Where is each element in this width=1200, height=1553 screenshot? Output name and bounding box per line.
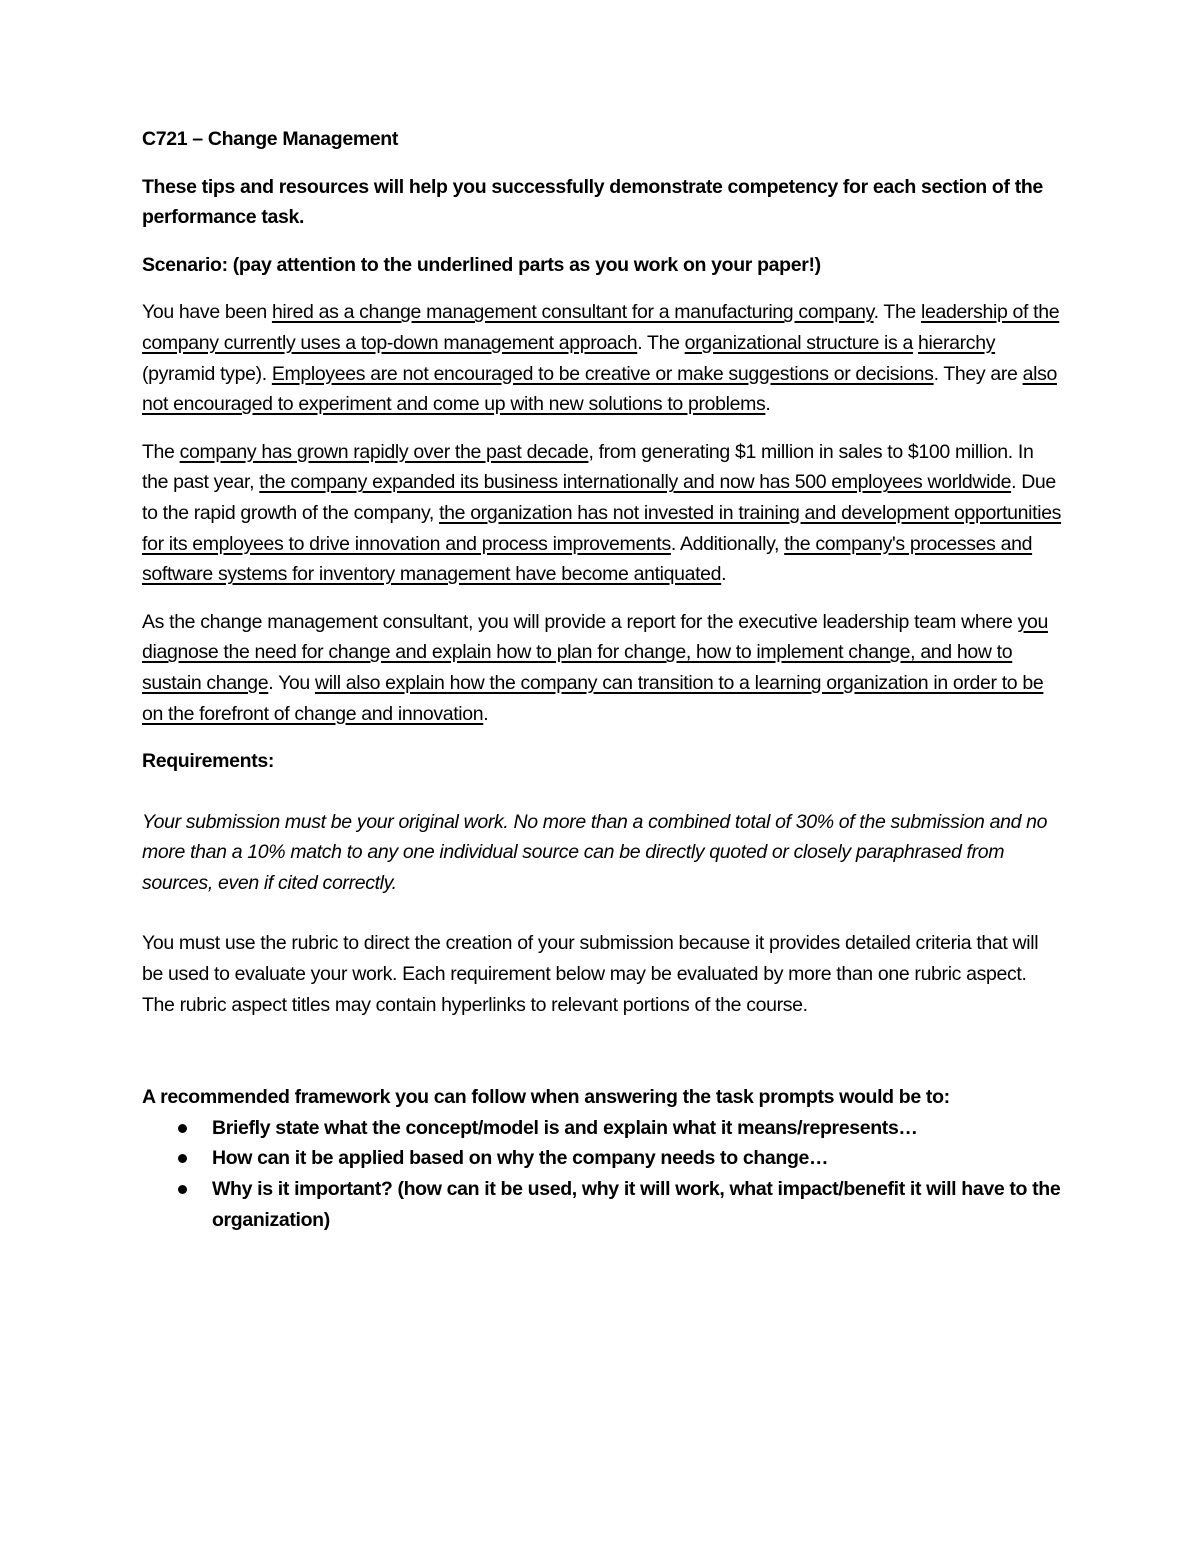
list-item <box>212 1143 1062 1174</box>
text-span: . <box>721 563 727 586</box>
bullet-icon <box>178 1185 187 1194</box>
requirements-originality-note: Your submission must be your original work. No more than a combined total of 30% of the submission and no more than a 10% match to any one individual source can be directly quoted or closely paraphrased from sources, even if cited correctly. <box>142 810 1048 894</box>
text-span: You have been <box>142 301 272 324</box>
text-span: . The <box>873 301 921 324</box>
list-item-text: Why is it important? (how can it be used, why it will work, what impact/benefit it will have to the organization) <box>212 1178 1061 1231</box>
requirements-rubric-note: You must use the rubric to direct the creation of your submission because it provides detailed criteria that will be used to evaluate your work. Each requirement below may be evaluated by more than one rubric aspect. The rubric aspect titles may contain hyperlinks to relevant portions of the course. <box>142 932 1039 1016</box>
list-item <box>212 1113 1062 1144</box>
underlined-text: also not encouraged to experiment and come up with new solutions to problems <box>142 362 1057 416</box>
underlined-text: Employees are not encouraged to be creative or make suggestions or decisions <box>271 362 934 385</box>
text-span: . They are <box>933 362 1023 385</box>
scenario-label: Scenario: (pay attention to the underlined parts as you work on your paper!) <box>142 253 821 276</box>
text-span: . The <box>637 331 685 354</box>
list-item-text: How can it be applied based on why the company needs to change… <box>212 1147 829 1170</box>
underlined-text: leadership of the company currently uses a top-down management approach <box>142 301 1060 354</box>
list-item-text: Briefly state what the concept/model is and explain what it means/represents… <box>212 1116 918 1139</box>
scenario-paragraph-3 <box>142 607 1062 729</box>
text-span: . Due to the rapid growth of the company, <box>142 471 1056 524</box>
underlined-text: company has grown rapidly over the past decade <box>179 440 589 463</box>
document-body <box>142 124 1062 1235</box>
text-span: . You <box>268 671 315 694</box>
text-span: . Additionally, <box>670 532 785 555</box>
scenario-paragraph-1 <box>142 297 1062 419</box>
text-span: , from generating $1 million in sales to $100 million. In the past year, <box>142 440 1034 494</box>
framework-label: A recommended framework you can follow when answering the task prompts would be to: <box>142 1086 950 1109</box>
list-item <box>212 1174 1062 1235</box>
underlined-text: will also explain how the company can transition to a learning organization in order to be on the forefront of change and innovation <box>142 671 1044 725</box>
underlined-text: you diagnose the need for change and explain how to plan for change, how to implement change, and how to sustain change <box>142 610 1048 694</box>
underlined-text: the organization has not invested in training and development opportunities for its employees to drive innovation and process improvements <box>142 501 1062 555</box>
document-title: C721 – Change Management <box>142 128 399 150</box>
underlined-text: the company expanded its business internationally and now has 500 employees worldwide <box>259 471 1012 494</box>
underlined-text: hierarchy <box>918 331 996 354</box>
text-span: The <box>142 440 180 463</box>
bullet-icon <box>178 1124 187 1133</box>
text-span: As the change management consultant, you will provide a report for the executive leadership team where <box>142 610 1018 633</box>
underlined-text: the company's processes and software systems for inventory management have become antiquated <box>142 532 1033 586</box>
text-span: (pyramid type). <box>142 362 272 385</box>
scenario-paragraph-2 <box>142 437 1062 590</box>
underlined-text: hired as a change management consultant for a manufacturing company <box>271 301 874 324</box>
bullet-icon <box>178 1154 187 1163</box>
requirements-label: Requirements: <box>142 750 274 773</box>
text-span: . <box>483 702 489 725</box>
text-span: . <box>765 393 771 416</box>
underlined-text: organizational structure is a <box>684 331 913 354</box>
framework-list <box>142 1113 1062 1235</box>
intro-text: These tips and resources will help you successfully demonstrate competency for each section of the performance task. <box>142 175 1043 229</box>
